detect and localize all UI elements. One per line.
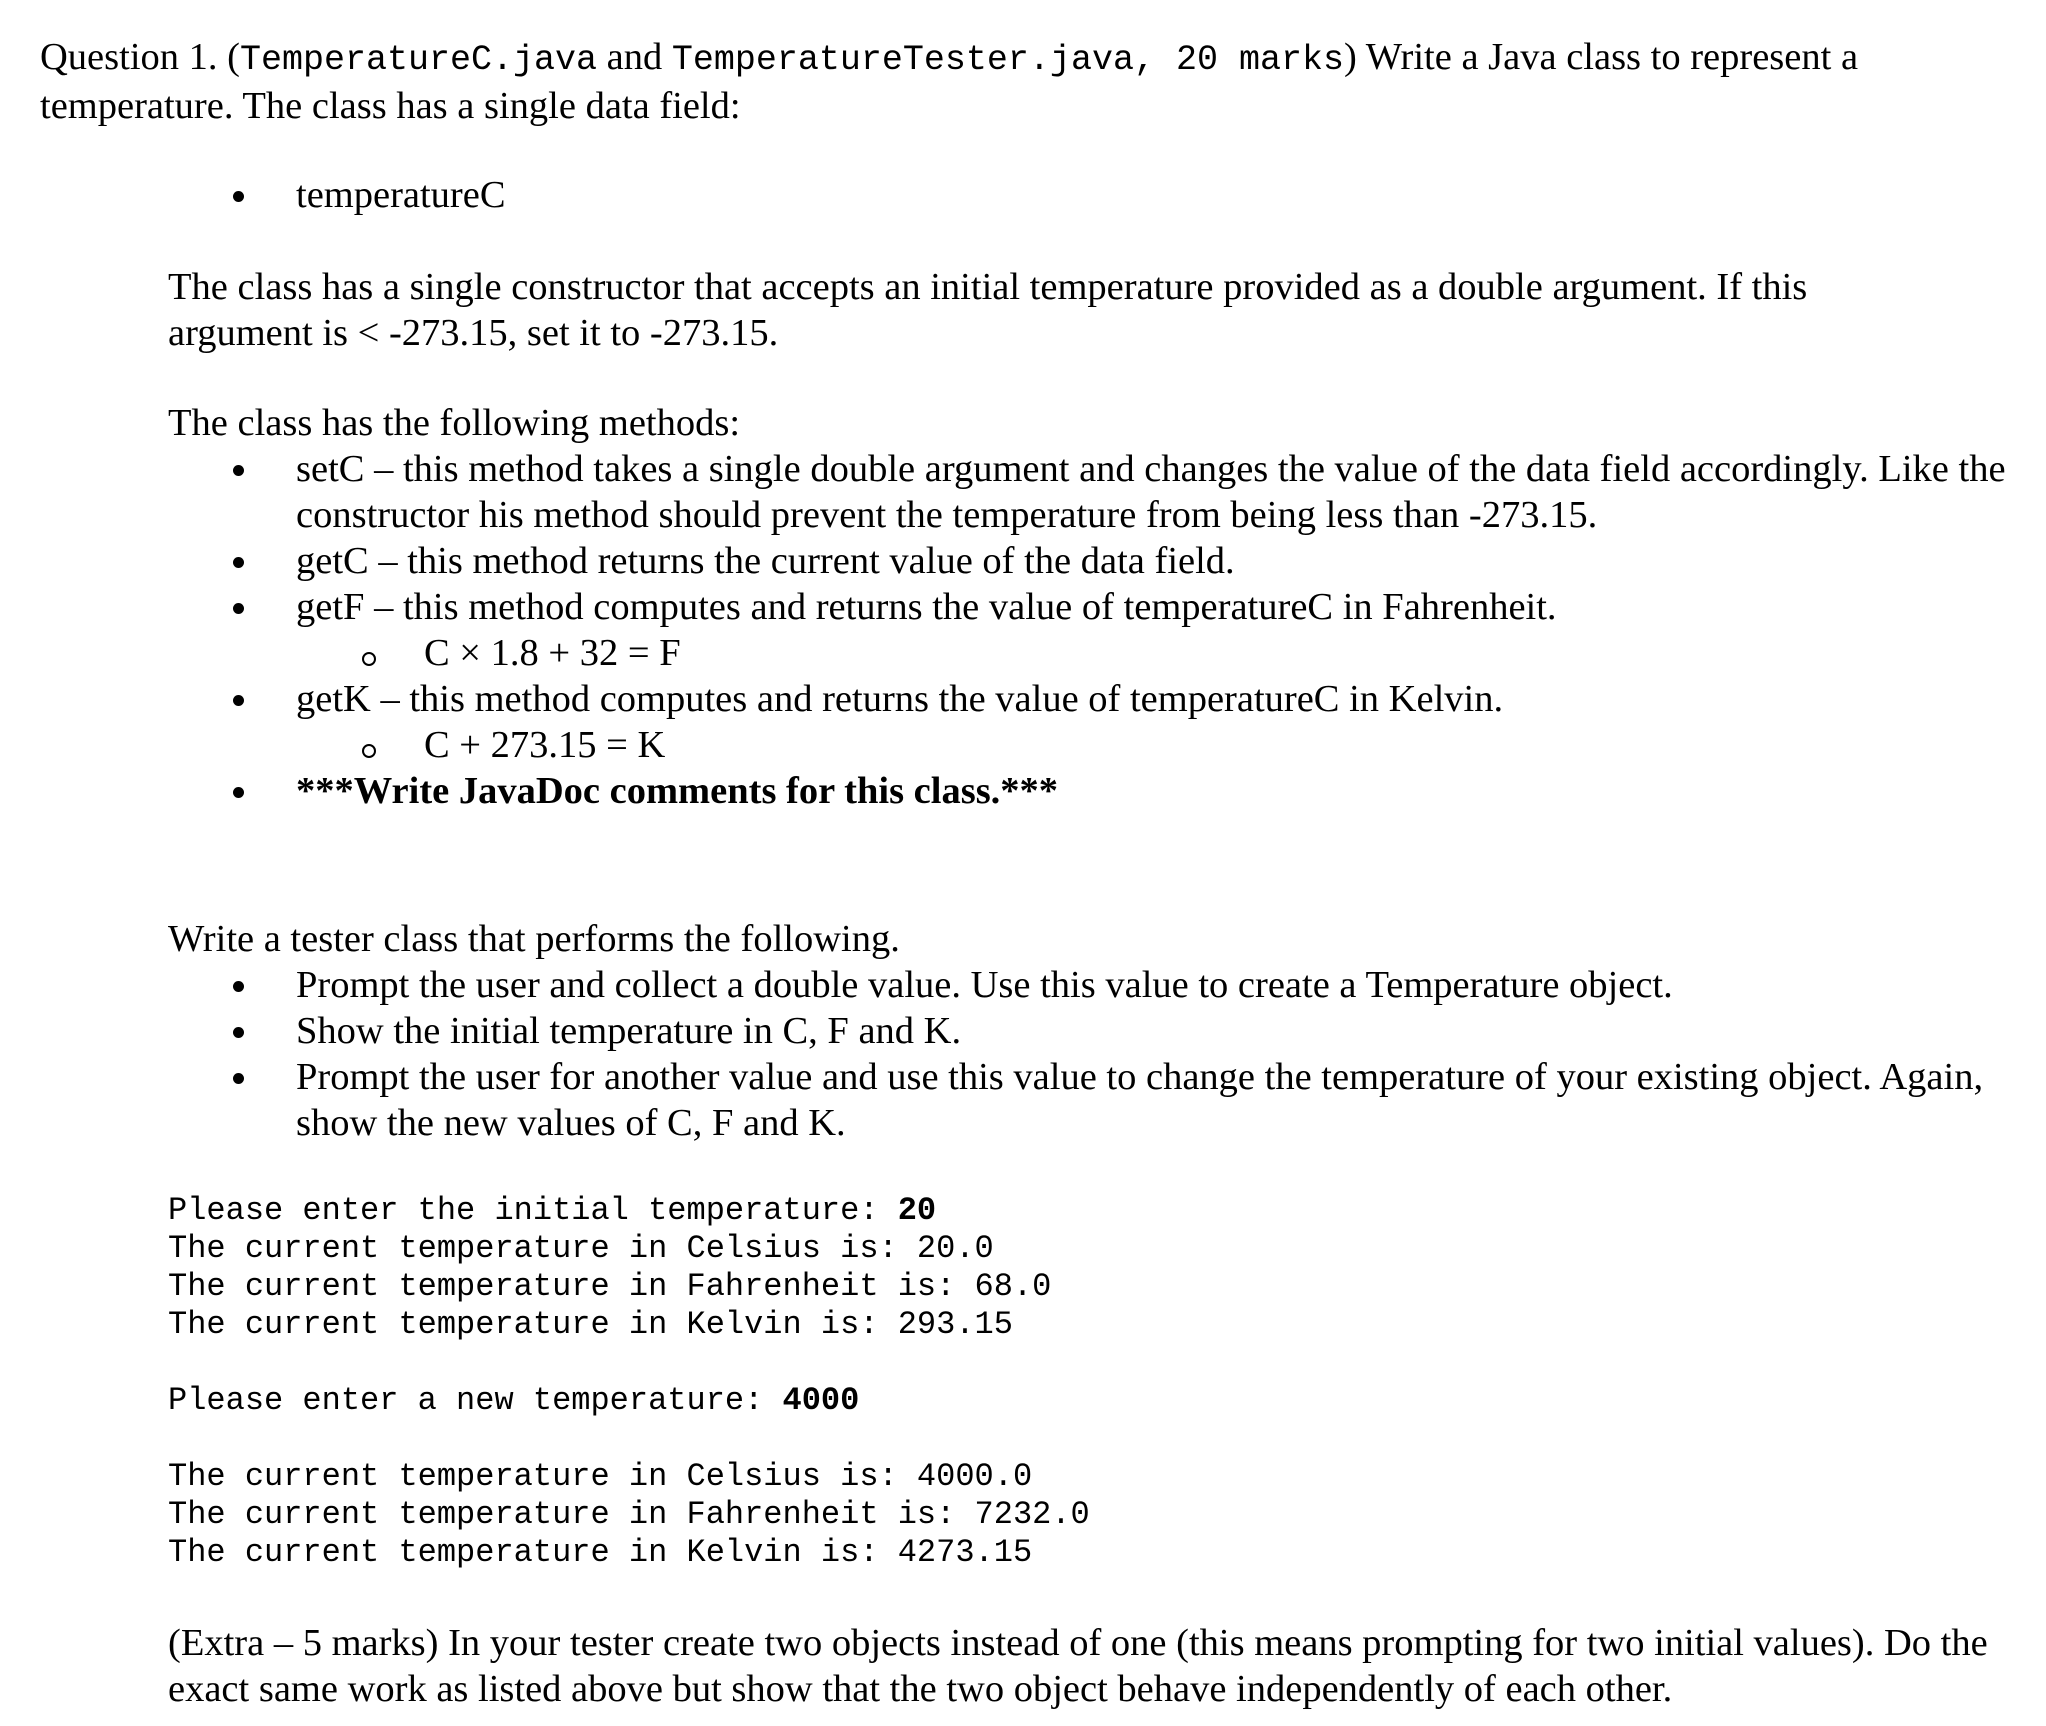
tester-item-prompt-text: Prompt the user and collect a double value. Use this value to create a Temperature object.: [296, 964, 1673, 1006]
bullet-icon: [233, 465, 244, 476]
formula-fahrenheit-text: C × 1.8 + 32 = F: [424, 632, 681, 674]
bullet-icon: [233, 1073, 244, 1084]
console-line: The current temperature in Celsius is: 20.0: [168, 1230, 994, 1267]
intro-and: and: [597, 36, 672, 78]
console-line: The current temperature in Kelvin is: 4273.15: [168, 1534, 1033, 1571]
console-line: The current temperature in Fahrenheit is: 68.0: [168, 1268, 1052, 1305]
tester-heading: Write a tester class that performs the following.: [168, 918, 900, 960]
console-input-new: 4000: [782, 1382, 860, 1419]
bullet-icon: [233, 191, 244, 202]
intro-prefix: Question 1. (: [40, 36, 240, 78]
method-setc: [168, 446, 2018, 538]
console-output-new: [168, 1458, 1090, 1572]
bullet-icon: [233, 787, 244, 798]
tester-item-show-text: Show the initial temperature in C, F and K.: [296, 1010, 962, 1052]
tester-item-show: [168, 1008, 2018, 1054]
tester-item-change: [168, 1054, 2018, 1146]
bullet-icon: [233, 981, 244, 992]
constructor-paragraph: The class has a single constructor that accepts an initial temperature provided as a double argument. If this argument is < -273.15, set it to -273.15.: [168, 266, 1808, 354]
tester-item-prompt: [168, 962, 2018, 1008]
methods-section: [168, 400, 2018, 814]
formula-kelvin: [296, 722, 2018, 768]
file-name-tester: TemperatureTester.java, 20 marks: [671, 40, 1344, 80]
circle-bullet-icon: [362, 652, 376, 666]
method-setc-text: setC – this method takes a single double argument and changes the value of the data field accordingly. Like the constructor his method should prevent the temperature from being less than -273.15.: [296, 448, 2006, 536]
tester-section: [168, 916, 2018, 1146]
data-field-list: [168, 172, 2018, 218]
extra-paragraph: (Extra – 5 marks) In your tester create two objects instead of one (this means prompting for two initial values). Do the exact same work as listed above but show that the two object behave independently of each other.: [168, 1622, 1988, 1710]
list-item: [168, 172, 2018, 218]
method-getc: [168, 538, 2018, 584]
console-prompt-new: Please enter a new temperature:: [168, 1382, 783, 1419]
method-getk: [168, 676, 2018, 768]
bullet-icon: [233, 557, 244, 568]
method-getf-text: getF – this method computes and returns the value of temperatureC in Fahrenheit.: [296, 586, 1557, 628]
javadoc-item: [168, 768, 2018, 814]
question-intro: [40, 34, 2020, 129]
method-getf: [168, 584, 2018, 676]
console-output-initial: [168, 1192, 1051, 1344]
console-prompt-new-line: [168, 1382, 859, 1420]
method-getc-text: getC – this method returns the current value of the data field.: [296, 540, 1235, 582]
javadoc-text: ***Write JavaDoc comments for this class.***: [296, 770, 1059, 812]
bullet-icon: [233, 603, 244, 614]
data-field-name: temperatureC: [296, 174, 506, 216]
file-name-class: TemperatureC.java: [239, 40, 598, 80]
formula-kelvin-text: C + 273.15 = K: [424, 724, 666, 766]
tester-item-change-text: Prompt the user for another value and use this value to change the temperature of your existing object. Again, show the new values of C, F and K.: [296, 1056, 1984, 1144]
method-getk-text: getK – this method computes and returns the value of temperatureC in Kelvin.: [296, 678, 1504, 720]
bullet-icon: [233, 695, 244, 706]
console-line: The current temperature in Fahrenheit is: 7232.0: [168, 1496, 1090, 1533]
methods-heading: The class has the following methods:: [168, 402, 741, 444]
console-line: The current temperature in Kelvin is: 293.15: [168, 1306, 1013, 1343]
intro-suffix: ) Write a Java class to represent a temperature. The class has a single data field:: [40, 36, 1859, 127]
console-prompt-initial: Please enter the initial temperature:: [168, 1192, 898, 1229]
circle-bullet-icon: [362, 744, 376, 758]
console-input-initial: 20: [897, 1192, 937, 1229]
console-line: [168, 1192, 1051, 1230]
bullet-icon: [233, 1027, 244, 1038]
formula-fahrenheit: [296, 630, 2018, 676]
console-line: The current temperature in Celsius is: 4000.0: [168, 1458, 1033, 1495]
